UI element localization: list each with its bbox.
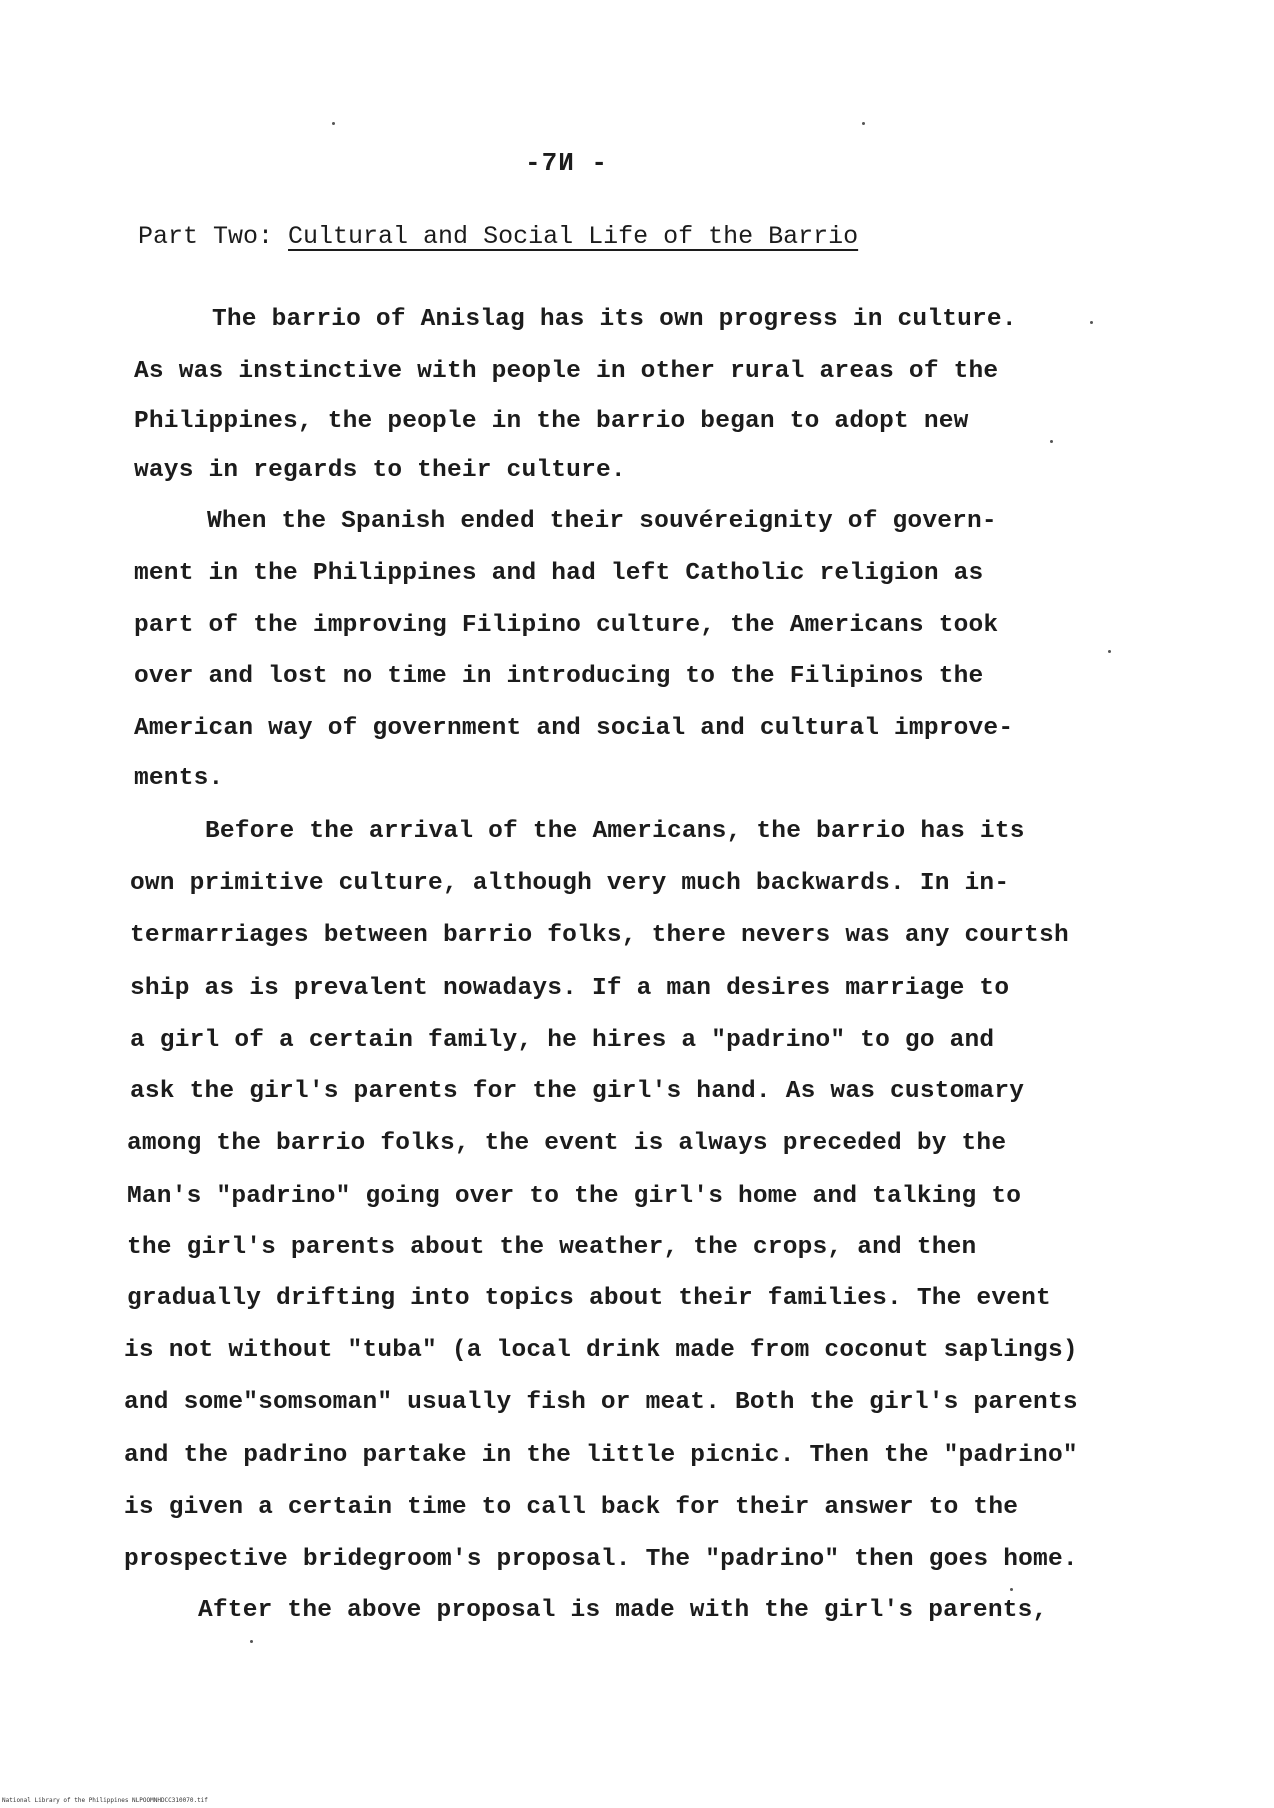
text-line: the girl's parents about the weather, the crops, and then	[127, 1234, 977, 1261]
text-line: a girl of a certain family, he hires a "padrino" to go and	[130, 1027, 995, 1054]
scan-speck	[862, 122, 865, 125]
text-line: ask the girl's parents for the girl's hand. As was customary	[130, 1078, 1025, 1105]
text-line: and some"somsoman" usually fish or meat. Both the girl's parents	[124, 1389, 1078, 1416]
scan-speck	[1108, 650, 1111, 653]
page-number: -7И -	[525, 148, 609, 178]
text-line: gradually drifting into topics about their families. The event	[127, 1285, 1051, 1312]
section-heading	[138, 222, 858, 251]
text-line: own primitive culture, although very much backwards. In in-	[130, 870, 1010, 897]
text-line: Man's "padrino" going over to the girl's home and talking to	[127, 1183, 1022, 1210]
section-heading-title: Cultural and Social Life of the Barrio	[288, 222, 859, 251]
scan-speck	[1090, 321, 1093, 324]
text-line: among the barrio folks, the event is always preceded by the	[127, 1130, 1007, 1157]
text-line: prospective bridegroom's proposal. The "padrino" then goes home.	[124, 1546, 1078, 1573]
section-heading-prefix: Part Two:	[138, 222, 289, 251]
text-line: ship as is prevalent nowadays. If a man desires marriage to	[130, 975, 1010, 1002]
text-line: American way of government and social and cultural improve-	[134, 715, 1014, 742]
text-line: The barrio of Anislag has its own progress in culture.	[212, 306, 1017, 333]
scan-speck	[1010, 1588, 1013, 1591]
text-line: ments.	[134, 765, 224, 792]
text-line: is not without "tuba" (a local drink made from coconut saplings)	[124, 1337, 1078, 1364]
text-line: termarriages between barrio folks, there nevers was any courtsh	[130, 922, 1069, 949]
text-line: After the above proposal is made with the girl's parents,	[198, 1597, 1048, 1624]
text-line: is given a certain time to call back for their answer to the	[124, 1494, 1019, 1521]
text-line: ways in regards to their culture.	[134, 457, 626, 484]
text-line: ment in the Philippines and had left Catholic religion as	[134, 560, 984, 587]
scan-speck	[1050, 440, 1053, 443]
text-line: When the Spanish ended their souvéreignity of govern-	[207, 508, 997, 535]
text-line: As was instinctive with people in other rural areas of the	[134, 358, 999, 385]
archive-footer: National Library of the Philippines NLPOOMNHDCC310070.tif	[2, 1797, 208, 1804]
text-line: over and lost no time in introducing to the Filipinos the	[134, 663, 984, 690]
scan-speck	[332, 122, 335, 125]
text-line: and the padrino partake in the little picnic. Then the "padrino"	[124, 1442, 1078, 1469]
scan-speck	[250, 1640, 253, 1643]
text-line: Philippines, the people in the barrio began to adopt new	[134, 408, 969, 435]
text-line: part of the improving Filipino culture, the Americans took	[134, 612, 999, 639]
text-line: Before the arrival of the Americans, the barrio has its	[205, 818, 1025, 845]
